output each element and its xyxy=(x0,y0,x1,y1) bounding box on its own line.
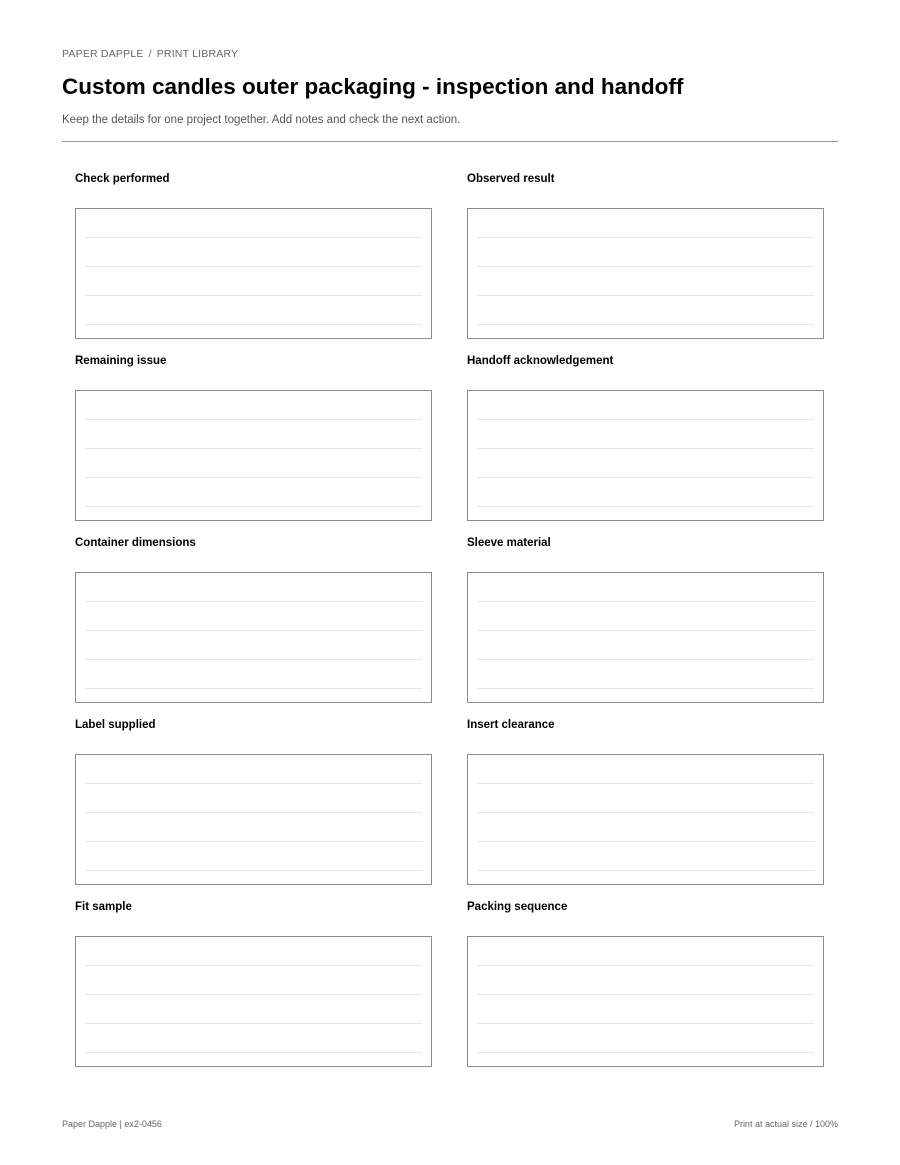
ruled-line xyxy=(85,688,422,689)
ruled-line xyxy=(85,237,422,238)
write-in-box[interactable] xyxy=(75,572,432,703)
ruled-line xyxy=(85,1023,422,1024)
write-in-box[interactable] xyxy=(75,208,432,339)
field-label: Container dimensions xyxy=(75,537,196,549)
field-handoff-acknowledgement xyxy=(467,336,827,518)
field-label: Fit sample xyxy=(75,901,132,913)
write-in-box[interactable] xyxy=(75,936,432,1067)
field-insert-clearance xyxy=(467,700,827,882)
field-sleeve-material xyxy=(467,518,827,700)
ruled-line xyxy=(85,295,422,296)
ruled-line xyxy=(85,324,422,325)
ruled-line xyxy=(85,477,422,478)
write-in-box[interactable] xyxy=(75,390,432,521)
ruled-line xyxy=(477,783,814,784)
ruled-line xyxy=(477,1052,814,1053)
ruled-line xyxy=(477,506,814,507)
field-check-performed xyxy=(75,154,435,336)
ruled-line xyxy=(85,506,422,507)
field-packing-sequence xyxy=(467,882,827,1064)
ruled-line xyxy=(477,841,814,842)
ruled-line xyxy=(477,237,814,238)
write-in-box[interactable] xyxy=(467,936,824,1067)
write-in-box[interactable] xyxy=(467,754,824,885)
field-container-dimensions xyxy=(75,518,435,700)
ruled-line xyxy=(85,812,422,813)
ruled-line xyxy=(477,688,814,689)
breadcrumb xyxy=(62,48,238,60)
ruled-line xyxy=(477,994,814,995)
ruled-line xyxy=(477,630,814,631)
field-label: Handoff acknowledgement xyxy=(467,355,614,367)
footer-print-note: Print at actual size / 100% xyxy=(733,1119,838,1129)
ruled-line xyxy=(85,841,422,842)
write-in-box[interactable] xyxy=(75,754,432,885)
field-label: Packing sequence xyxy=(467,901,568,913)
ruled-line xyxy=(477,324,814,325)
ruled-line xyxy=(477,295,814,296)
ruled-line xyxy=(477,1023,814,1024)
field-label: Remaining issue xyxy=(75,355,167,367)
page-subtitle: Keep the details for one project together. Add notes and check the next action. xyxy=(62,114,461,126)
write-in-box[interactable] xyxy=(467,572,824,703)
ruled-line xyxy=(85,266,422,267)
breadcrumb-brand[interactable]: PAPER DAPPLE xyxy=(62,48,144,60)
breadcrumb-separator: / xyxy=(148,48,152,60)
field-observed-result xyxy=(467,154,827,336)
ruled-line xyxy=(477,419,814,420)
field-label: Insert clearance xyxy=(467,719,555,731)
ruled-line xyxy=(477,477,814,478)
ruled-line xyxy=(477,812,814,813)
breadcrumb-section[interactable]: PRINT LIBRARY xyxy=(156,48,239,60)
worksheet-page xyxy=(62,0,838,1165)
ruled-line xyxy=(85,448,422,449)
field-label: Label supplied xyxy=(75,719,156,731)
field-grid xyxy=(75,154,839,1064)
footer-doc-id: Paper Dapple | ex2-0456 xyxy=(62,1119,162,1129)
header-divider xyxy=(62,141,838,142)
ruled-line xyxy=(477,870,814,871)
ruled-line xyxy=(477,659,814,660)
ruled-line xyxy=(477,448,814,449)
field-remaining-issue xyxy=(75,336,435,518)
ruled-line xyxy=(85,601,422,602)
ruled-line xyxy=(85,994,422,995)
ruled-line xyxy=(477,965,814,966)
ruled-line xyxy=(85,965,422,966)
field-label: Sleeve material xyxy=(467,537,551,549)
ruled-line xyxy=(477,601,814,602)
field-label: Observed result xyxy=(467,173,555,185)
page-title: Custom candles outer packaging - inspection and handoff xyxy=(62,74,684,99)
write-in-box[interactable] xyxy=(467,390,824,521)
ruled-line xyxy=(85,870,422,871)
ruled-line xyxy=(85,630,422,631)
write-in-box[interactable] xyxy=(467,208,824,339)
ruled-line xyxy=(85,659,422,660)
field-label-supplied xyxy=(75,700,435,882)
field-fit-sample xyxy=(75,882,435,1064)
ruled-line xyxy=(85,783,422,784)
ruled-line xyxy=(85,1052,422,1053)
field-label: Check performed xyxy=(75,173,170,185)
ruled-line xyxy=(477,266,814,267)
ruled-line xyxy=(85,419,422,420)
